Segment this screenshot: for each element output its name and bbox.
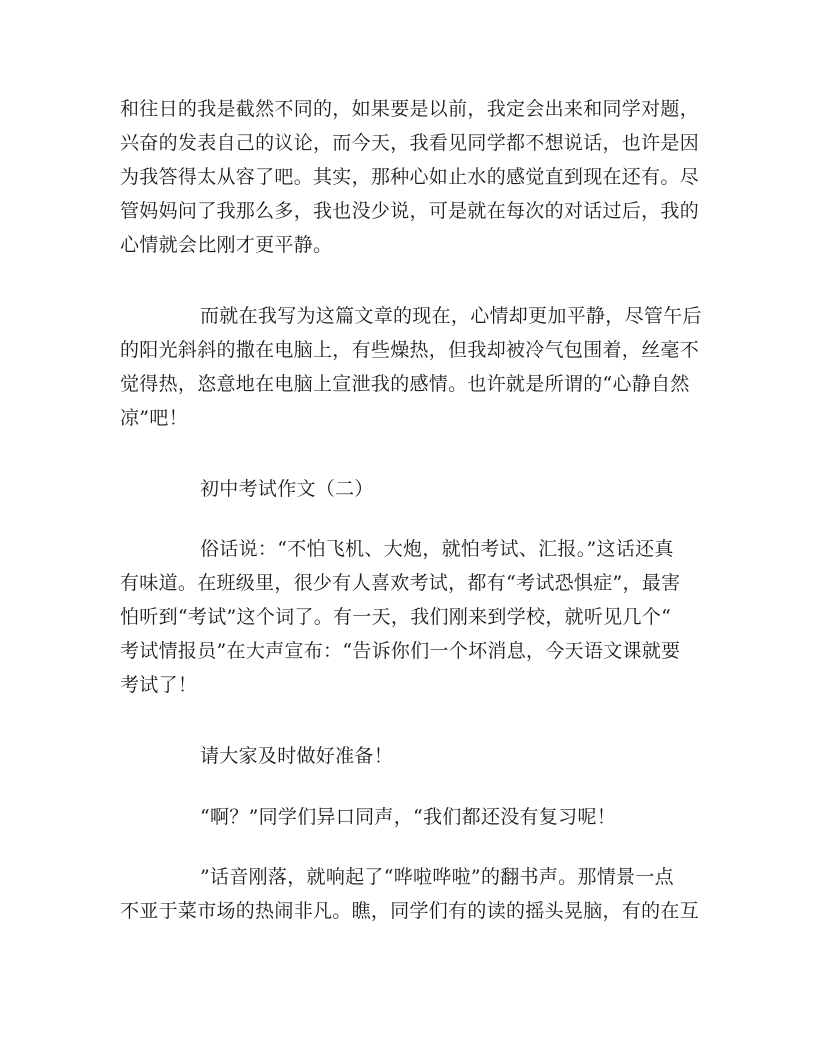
text-line: 兴奋的发表自己的议论，而今天，我看见同学都不想说话，也许是因 — [120, 132, 700, 154]
text-line: 不亚于菜市场的热闹非凡。瞧，同学们有的读的摇头晃脑，有的在互 — [120, 900, 700, 922]
text-line: 管妈妈问了我那么多，我也没少说，可是就在每次的对话过后，我的 — [120, 200, 700, 222]
text-line: 和往日的我是截然不同的，如果要是以前，我定会出来和同学对题， — [120, 98, 700, 120]
text-line: 俗话说：“不怕飞机、大炮，就怕考试、汇报。”这话还真 — [200, 538, 674, 560]
text-line: 请大家及时做好准备！ — [200, 745, 394, 767]
text-line: “啊？”同学们异口同声，“我们都还没有复习呢！ — [200, 806, 617, 828]
paragraph — [120, 299, 702, 435]
text-line: ”话音刚落，就响起了“哗啦哗啦”的翻书声。那情景一点 — [200, 866, 674, 888]
text-line: 考试情报员”在大声宣布：“告诉你们一个坏消息，今天语文课就要 — [120, 640, 681, 662]
text-line: 有味道。在班级里，很少有人喜欢考试，都有“考试恐惧症”，最害 — [120, 572, 681, 594]
text-line: 的阳光斜斜的撒在电脑上，有些燥热，但我却被冷气包围着，丝毫不 — [120, 339, 700, 361]
paragraph — [120, 860, 700, 928]
paragraph — [120, 532, 696, 702]
text-line: 考试了！ — [120, 674, 198, 696]
text-line: 为我答得太从容了吧。其实，那种心如止水的感觉直到现在还有。尽 — [120, 166, 700, 188]
section-heading — [120, 472, 696, 506]
text-line: 而就在我写为这篇文章的现在，心情却更加平静，尽管午后 — [200, 305, 702, 327]
paragraph — [120, 739, 696, 773]
paragraph — [120, 800, 696, 834]
heading-text: 初中考试作文（二） — [200, 478, 374, 500]
text-line: 觉得热，恣意地在电脑上宣泄我的感情。也许就是所谓的“心静自然 — [120, 373, 690, 395]
paragraph — [120, 92, 700, 262]
text-line: 怕听到“考试”这个词了。有一天，我们刚来到学校，就听见几个“ — [120, 606, 672, 628]
text-line: 心情就会比刚才更平静。 — [120, 234, 333, 256]
text-line: 凉”吧！ — [120, 407, 188, 429]
